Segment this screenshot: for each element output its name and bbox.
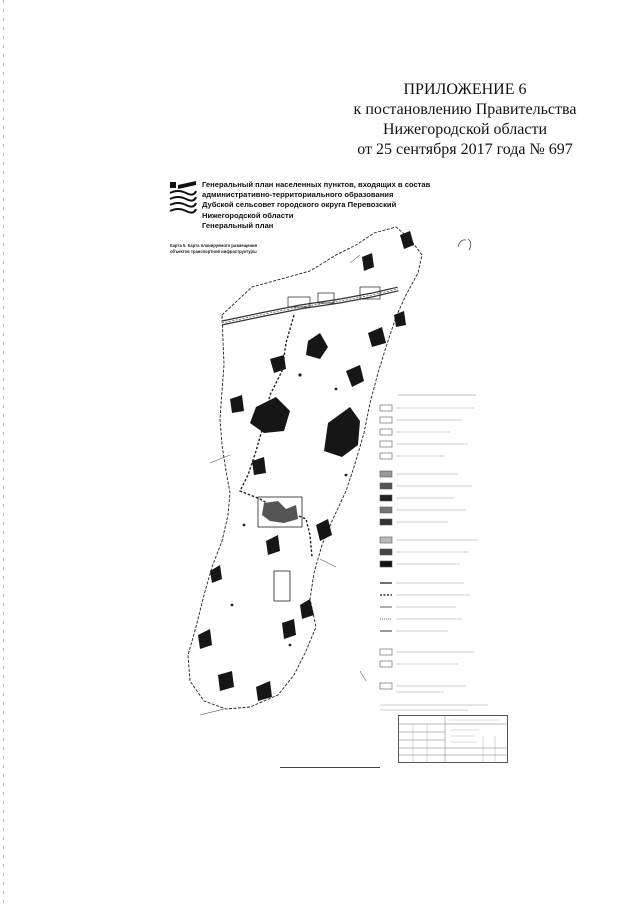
label-leader — [360, 671, 366, 681]
forest-patch — [218, 671, 234, 691]
signature-line — [280, 767, 380, 768]
forest-patch — [400, 231, 414, 249]
map-title-line: Генеральный план населенных пунктов, входящих в состав — [202, 180, 431, 189]
title-block-grid — [399, 716, 507, 762]
map-dot — [231, 604, 234, 607]
legend-row-group — [380, 537, 478, 567]
map-dot — [335, 388, 338, 391]
forest-patch — [368, 327, 386, 347]
forest-patch — [282, 619, 296, 639]
map-dot — [289, 644, 292, 647]
forest-patch — [316, 519, 332, 541]
map-dot — [243, 524, 246, 527]
map-title-line: Генеральный план — [202, 220, 274, 230]
map-title-block-stamp — [398, 715, 508, 763]
map-legend — [378, 387, 496, 715]
map-title-line: административно-территориального образования — [202, 190, 394, 200]
appendix-region: Нижегородской области — [382, 121, 547, 138]
forest-patch — [324, 407, 360, 457]
appendix-resolution-ref: к постановлению Правительства — [353, 101, 577, 118]
legend-graphics — [378, 387, 496, 715]
forest-patch — [252, 457, 266, 475]
forest-patch — [250, 397, 290, 433]
label-leader — [350, 255, 360, 263]
forest-patch — [256, 681, 272, 701]
map-dot — [298, 373, 301, 376]
forest-patch — [230, 395, 244, 413]
forest-patch — [198, 629, 212, 649]
legend-row-group — [380, 583, 470, 631]
legend-row-group — [380, 649, 488, 710]
compass-mark-icon — [456, 237, 474, 253]
southern-settlement — [274, 571, 290, 601]
forest-patch — [210, 565, 222, 583]
forest-patch — [300, 599, 314, 619]
appendix-date: от 25 сентября 2017 года № 697 — [357, 141, 573, 158]
map-title-line: Дубской сельсовет городского округа Перевозский — [202, 200, 397, 210]
map-sheet — [160, 175, 508, 720]
map-title-line: Нижегородской области — [202, 210, 294, 220]
forest-patch — [346, 365, 364, 387]
label-leader — [320, 559, 336, 567]
forest-patch — [306, 333, 328, 359]
forest-patch — [266, 535, 280, 555]
map-dot — [345, 474, 348, 477]
central-settlement-fill — [262, 501, 298, 523]
legend-row-group — [380, 471, 472, 525]
appendix-number: ПРИЛОЖЕНИЕ 6 — [403, 81, 527, 98]
label-leader — [210, 455, 230, 463]
map-subtitle-line: объектов транспортной инфраструктуры — [170, 249, 257, 254]
forest-patch — [394, 311, 406, 327]
map-subtitle-line: Карта 5. Карта планируемого размещения — [170, 243, 258, 248]
legend-row-group — [380, 405, 474, 459]
forest-patch — [362, 253, 374, 271]
label-leader — [200, 709, 224, 715]
scan-edge-dots — [3, 0, 4, 905]
forest-patch — [270, 355, 286, 373]
appendix-header — [300, 80, 630, 160]
